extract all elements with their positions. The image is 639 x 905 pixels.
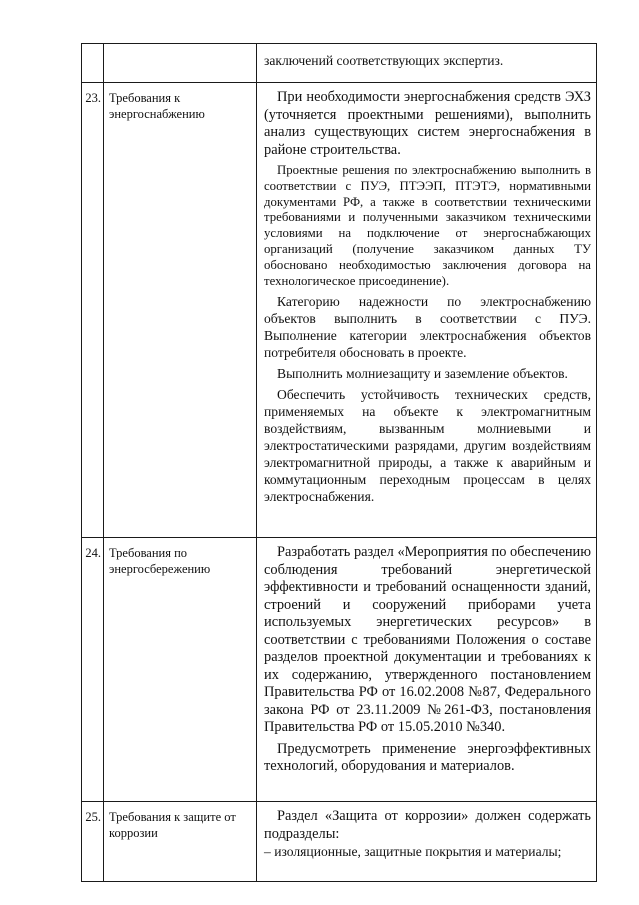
row-title: Требования к защите от коррозии (104, 802, 257, 882)
table-row-23 (82, 83, 597, 538)
row-content-cell (257, 44, 597, 83)
row-content-cell (257, 802, 597, 882)
paragraph: Разработать раздел «Мероприятия по обеспечению соблюдения требований энергетической эффективности и требований оснащенности зданий, строений и сооружений приборами учета используемых энергетических ресурсов» в соответствии с требованиями Положения о составе разделов проектной документации и требованиях к их содержанию, утвержденного постановлением Правительства РФ от 16.02.2008 №87, Федерального закона РФ от 23.11.2009 №261-ФЗ, постановления Правительства РФ от 15.05.2010 №340. (264, 544, 591, 735)
row-content-cell (257, 538, 597, 802)
list-item: – изоляционные, защитные покрытия и материалы; (264, 844, 562, 859)
row-number-cell (82, 44, 104, 83)
table-row-continuation (82, 44, 597, 83)
row-number: 25. (82, 802, 104, 882)
paragraph: При необходимости энергоснабжения средств ЭХЗ (уточняется проектными решениями), выполнить анализ существующих систем энергоснабжения в районе строительства. (264, 89, 591, 158)
paragraph: Выполнить молниезащиту и заземление объектов. (277, 366, 568, 382)
paragraph: Предусмотреть применение энергоэффективных технологий, оборудования и материалов. (264, 740, 591, 774)
requirements-table (81, 43, 597, 882)
row-number: 24. (82, 538, 104, 802)
paragraph: Категорию надежности по электроснабжению объектов выполнить в соответствии с ПУЭ. Выполнение категории электроснабжения объектов потребителя обосновать в проекте. (264, 294, 591, 361)
paragraph: Обеспечить устойчивость технических средств, применяемых на объекте к электромагнитным воздействиям, вызванным молниевыми и электростатическими разрядами, другим воздействиям электромагнитной природы, а также к аварийным и коммутационным переходным процессам в целях электроснабжения. (264, 387, 591, 505)
paragraph: Проектные решения по электроснабжению выполнить в соответствии с ПУЭ, ПТЭЭП, ПТЭТЭ, нормативными документами РФ, а также в соответствии техническими требованиями и полученными заказчиком техническими условиями на подключение от энергоснабжающих организаций (получение заказчиком данных ТУ обосновано необходимостью заключения договора на технологическое присоединение). (264, 163, 591, 288)
row-title-cell (104, 44, 257, 83)
table-row-25 (82, 802, 597, 882)
paragraph: Раздел «Защита от коррозии» должен содержать подразделы: (264, 808, 591, 842)
continuation-paragraph: заключений соответствующих экспертиз. (264, 53, 504, 68)
table-row-24 (82, 538, 597, 802)
row-number: 23. (82, 83, 104, 538)
row-title: Требования к энергоснабжению (104, 83, 257, 538)
row-title: Требования по энергосбережению (104, 538, 257, 802)
row-content-cell (257, 83, 597, 538)
